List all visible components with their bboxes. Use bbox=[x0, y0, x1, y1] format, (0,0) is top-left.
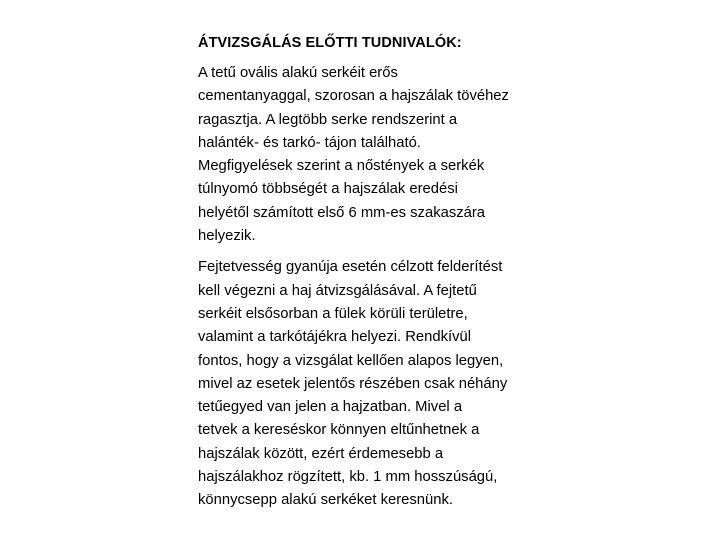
text-line: serkéit elsősorban a fülek körüli területre, bbox=[198, 305, 468, 322]
text-line: Megfigyelések szerint a nőstények a serkék bbox=[198, 158, 485, 175]
paragraph-nits bbox=[198, 62, 558, 248]
text-line: hajszálak között, ezért érdemesebb a bbox=[198, 445, 444, 462]
text-content bbox=[198, 33, 558, 521]
text-line: könnycsepp alakú serkéket keresnünk. bbox=[198, 492, 453, 509]
text-line: túlnyomó többségét a hajszálak eredési bbox=[198, 181, 458, 198]
text-line: fontos, hogy a vizsgálat kellően alapos legyen, bbox=[198, 352, 504, 369]
text-line: hajszálakhoz rögzített, kb. 1 mm hosszúságú, bbox=[198, 469, 498, 486]
text-line: A tetű ovális alakú serkéit erős bbox=[198, 65, 398, 81]
text-line: helyétől számított első 6 mm-es szakaszára bbox=[198, 204, 486, 221]
document-title: ÁTVIZSGÁLÁS ELŐTTI TUDNIVALÓK: bbox=[198, 35, 462, 51]
text-line: tetvek a kereséskor könnyen eltűnhetnek a bbox=[198, 422, 480, 439]
text-line: valamint a tarkótájékra helyezi. Rendkívül bbox=[198, 329, 472, 346]
text-line: tetűegyed van jelen a hajzatban. Mivel a bbox=[198, 399, 463, 416]
text-line: Fejtetvesség gyanúja esetén célzott felderítést bbox=[198, 259, 503, 276]
paragraph-inspection bbox=[198, 256, 558, 512]
text-line: cementanyaggal, szorosan a hajszálak tövéhez bbox=[198, 88, 509, 105]
text-line: halánték- és tarkó- tájon található. bbox=[198, 134, 421, 151]
text-line: kell végezni a haj átvizsgálásával. A fejtetű bbox=[198, 282, 477, 299]
text-line: helyezik. bbox=[198, 228, 256, 245]
text-line: ragasztja. A legtöbb serke rendszerint a bbox=[198, 111, 458, 128]
text-line: mivel az esetek jelentős részében csak néhány bbox=[198, 375, 508, 392]
